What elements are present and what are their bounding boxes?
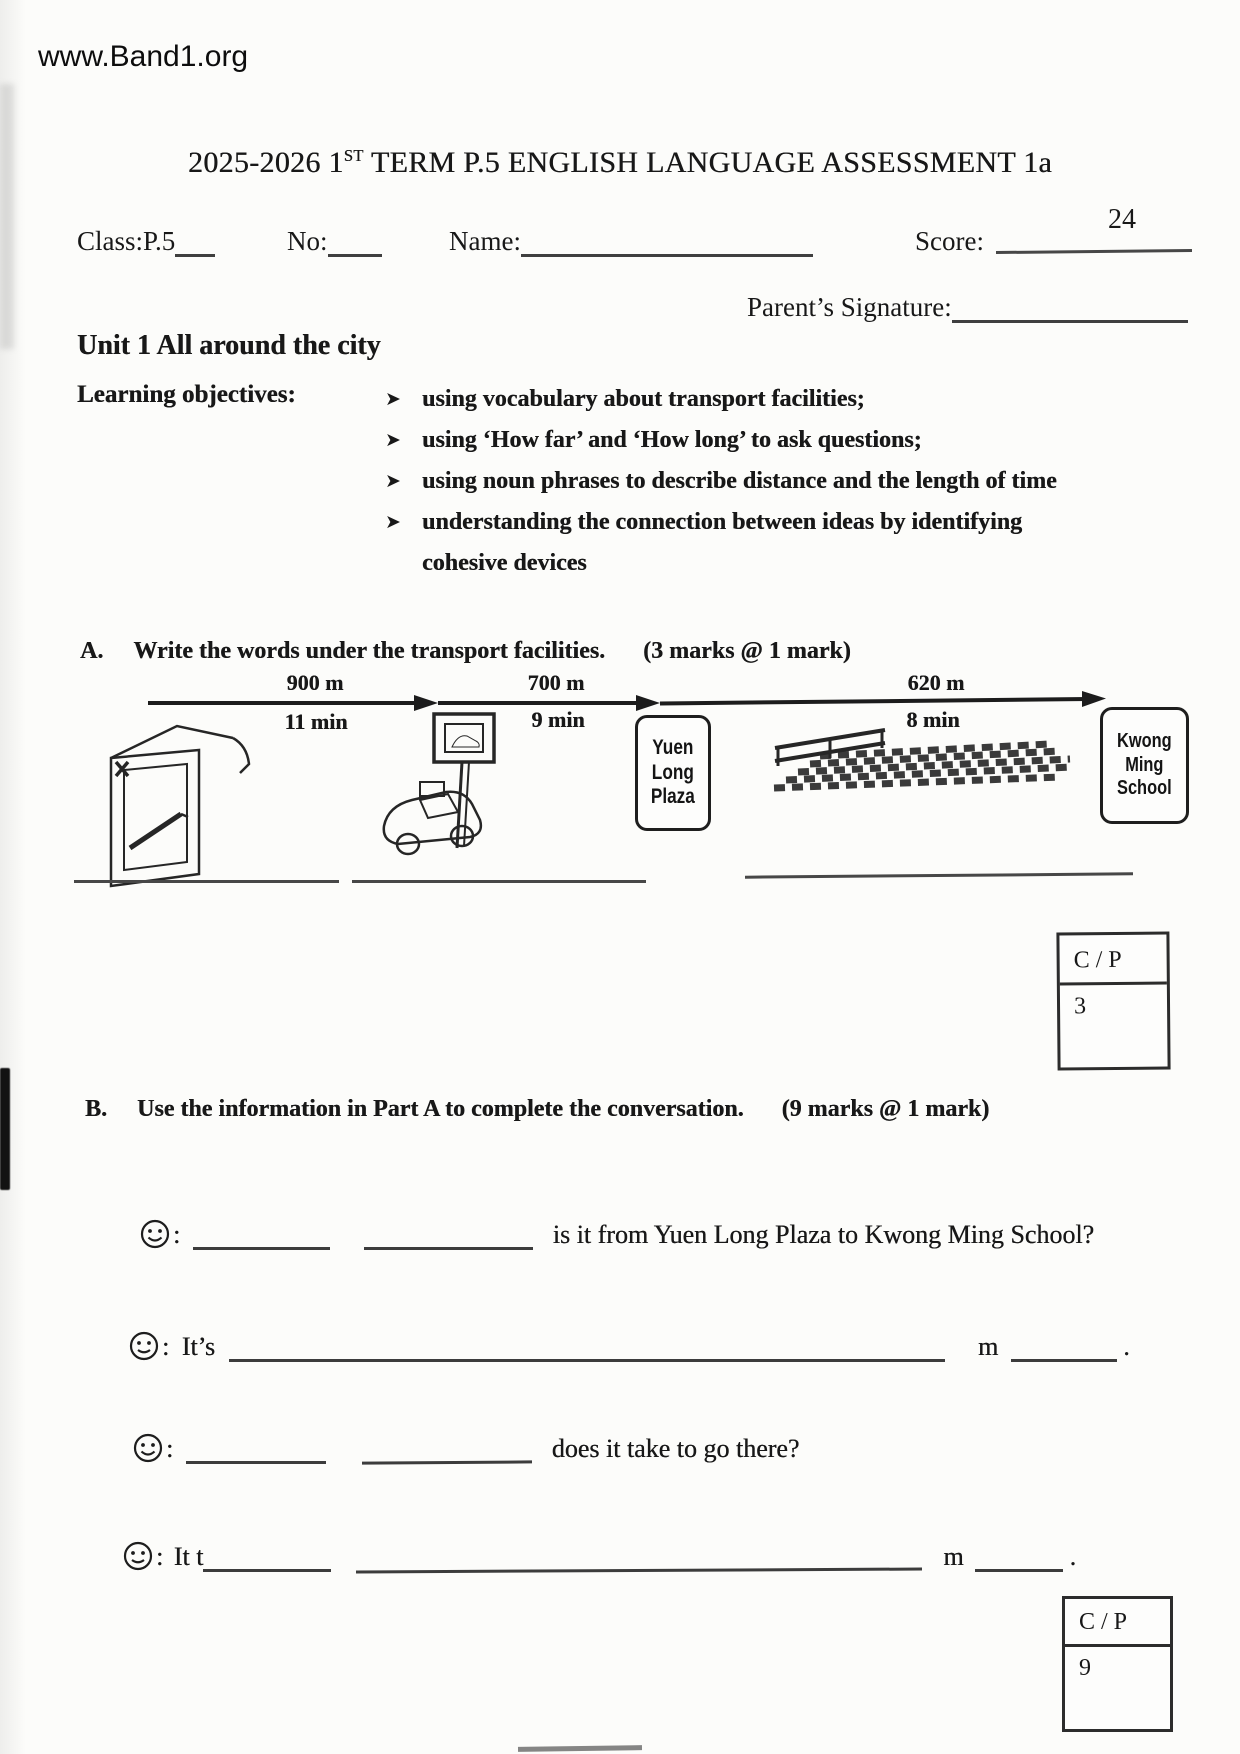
taxi-stand-sketch-icon (372, 706, 512, 891)
objective-item (385, 379, 1057, 420)
blank-long (362, 1457, 532, 1464)
school-sign-line: School (1117, 777, 1172, 800)
scan-smudge (518, 1745, 642, 1752)
part-b-marks: (9 marks @ 1 mark) (781, 1096, 990, 1122)
speaker-colon: : (162, 1332, 170, 1361)
score-box-value: 3 (1073, 993, 1087, 1020)
objective-text: using ‘How far’ and ‘How long’ to ask questions; (422, 427, 922, 453)
title-suffix: TERM P.5 ENGLISH LANGUAGE ASSESSMENT 1a (363, 146, 1053, 179)
blank-distance (229, 1356, 945, 1362)
title-prefix: 2025-2026 1 (187, 146, 344, 179)
objective-item (385, 502, 1057, 584)
scan-edge-shade (0, 0, 26, 1754)
class-blank (175, 251, 215, 257)
objective-text: using vocabulary about transport facilities; (422, 386, 865, 412)
kwong-ming-school-sign (1100, 707, 1189, 824)
distance-label-2: 700 m (527, 670, 585, 695)
distance-label-1: 900 m (286, 670, 344, 695)
part-a-label: A. (80, 638, 104, 664)
blank-how (193, 1244, 330, 1250)
name-blank (521, 251, 813, 257)
score-blank (996, 249, 1192, 254)
arrow-bullet-icon: ➤ (385, 470, 401, 492)
part-a-heading (80, 638, 851, 665)
speaker-colon: : (173, 1220, 181, 1249)
watermark-text: www.Band1.org (38, 40, 249, 73)
title-superscript: ST (343, 146, 364, 165)
metres-label: m (943, 1542, 964, 1571)
smiley-face-icon (139, 1218, 171, 1250)
answer-blank-2 (352, 880, 646, 883)
arrow-bullet-icon: ➤ (385, 429, 401, 451)
score-field (915, 226, 984, 257)
blank-takes (203, 1566, 331, 1572)
part-b-label: B. (85, 1096, 108, 1122)
blank-how (186, 1458, 326, 1464)
part-b-score-box (1062, 1596, 1173, 1732)
unit-title: Unit 1 All around the city (77, 330, 381, 361)
parent-signature-label: Parent’s Signature: (747, 292, 952, 322)
score-label: Score: (915, 226, 984, 256)
school-sign-line: Ming (1125, 753, 1164, 776)
conversation-line-3 (132, 1432, 799, 1464)
smiley-face-icon (132, 1432, 164, 1464)
part-a-score-box (1056, 932, 1170, 1071)
yuen-long-plaza-sign (635, 715, 711, 831)
objective-text: using noun phrases to describe distance and the length of time (422, 468, 1057, 494)
metres-label: m (977, 1332, 999, 1361)
class-field (77, 226, 215, 257)
full-stop: . (1123, 1332, 1130, 1361)
part-b-instruction: Use the information in Part A to complete the conversation. (137, 1096, 744, 1122)
name-field (449, 226, 813, 257)
school-sign-line: Kwong (1117, 730, 1172, 753)
class-label: Class:P.5 (77, 226, 176, 256)
part-a-marks: (3 marks @ 1 mark) (643, 638, 851, 664)
conversation-line-4 (122, 1540, 1076, 1572)
score-box-header: C / P (1059, 935, 1166, 986)
blank-metres (1011, 1356, 1117, 1362)
parent-signature-blank (952, 317, 1188, 323)
parent-signature-field (747, 292, 1188, 323)
time-label-3: 8 min (906, 707, 960, 732)
arrow-bullet-icon: ➤ (385, 511, 401, 533)
no-blank (328, 251, 382, 257)
page-title (0, 146, 1240, 180)
objective-text: understanding the connection between ideas by identifying cohesive devices (422, 509, 1023, 576)
question-text: does it take to go there? (551, 1434, 800, 1463)
no-field (287, 226, 382, 257)
scan-streak (0, 84, 14, 349)
score-box-header: C / P (1065, 1599, 1170, 1647)
conversation-line-1 (139, 1218, 1094, 1250)
station-entrance-sketch-icon (103, 718, 263, 893)
objective-item (385, 461, 1057, 502)
learning-objectives-label: Learning objectives: (77, 381, 296, 408)
conversation-line-2 (128, 1330, 1130, 1362)
speaker-colon: : (166, 1434, 174, 1463)
speaker-colon: : (156, 1542, 164, 1571)
time-label-2: 9 min (531, 707, 585, 732)
answer-pre-text: It’s (181, 1332, 215, 1361)
plaza-sign-line: Yuen (652, 735, 694, 759)
answer-blank-3 (745, 872, 1133, 878)
blank-far (364, 1244, 533, 1250)
score-box-value: 9 (1079, 1655, 1091, 1681)
plaza-sign-line: Long (651, 760, 695, 784)
blank-duration (356, 1565, 922, 1574)
blank-metres (975, 1566, 1063, 1572)
part-b-heading (85, 1096, 989, 1123)
smiley-face-icon (122, 1540, 154, 1572)
scan-black-bar (0, 1068, 10, 1190)
answer-pre-text: It t (173, 1542, 204, 1571)
score-value: 24 (1108, 204, 1136, 235)
no-label: No: (287, 226, 328, 256)
distance-label-3: 620 m (907, 670, 965, 695)
part-a-instruction: Write the words under the transport facilities. (133, 638, 606, 664)
arrow-bullet-icon: ➤ (385, 388, 401, 410)
plaza-sign-line: Plaza (650, 785, 696, 809)
name-label: Name: (449, 226, 521, 256)
learning-objectives-list (385, 379, 1057, 584)
time-label-1: 11 min (284, 709, 348, 734)
question-text: is it from Yuen Long Plaza to Kwong Ming School? (552, 1220, 1095, 1249)
full-stop: . (1069, 1542, 1077, 1571)
smiley-face-icon (128, 1330, 160, 1362)
answer-blank-1 (74, 880, 339, 883)
objective-item (385, 420, 1057, 461)
